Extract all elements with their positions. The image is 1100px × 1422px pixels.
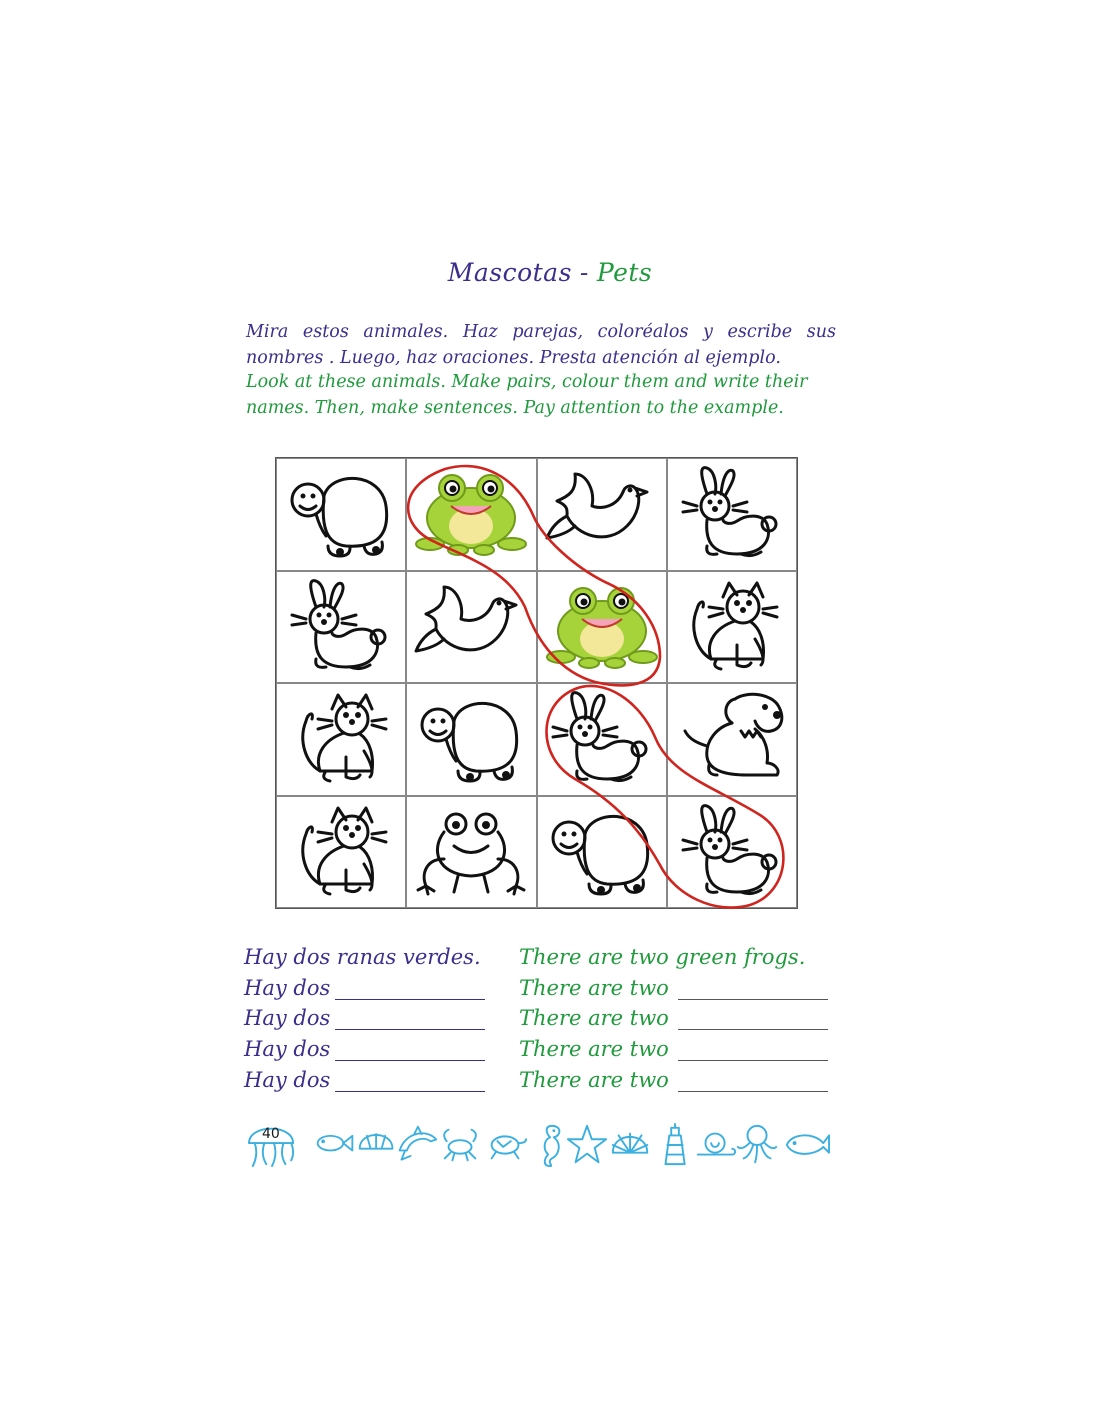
answer-line-es[interactable]	[335, 1091, 485, 1092]
instructions-english: Look at these animals. Make pairs, colour them and write their names. Then, make sentences. Pay attention to the example.	[246, 372, 808, 418]
grid-cell[interactable]	[537, 683, 667, 796]
prompt-en: There are two	[519, 1068, 669, 1092]
turtle-icon	[547, 804, 657, 900]
grid-cell[interactable]	[276, 458, 406, 571]
title-es: Mascotas	[447, 258, 572, 287]
turtle-icon	[416, 691, 526, 787]
turtle-icon	[286, 466, 396, 562]
turtle-icon	[484, 1122, 528, 1168]
prompt-en: There are two	[519, 1006, 669, 1030]
rabbit-icon	[547, 691, 657, 787]
footer-sea-creatures	[244, 1122, 834, 1172]
grid-cell[interactable]	[276, 571, 406, 684]
cat-icon	[286, 691, 396, 787]
grid-cell[interactable]	[537, 796, 667, 909]
answer-line-en[interactable]	[678, 1060, 828, 1061]
lighthouse-icon	[654, 1122, 698, 1168]
grid-cell[interactable]	[276, 796, 406, 909]
snail-icon	[694, 1122, 738, 1168]
prompt-es: Hay dos	[244, 1037, 331, 1061]
instructions-spanish: Mira estos animales. Haz parejas, coloréalos y escribe sus nombres . Luego, haz oraciones. Presta atención al ejemplo.	[246, 322, 836, 368]
prompt-en: There are two	[519, 976, 669, 1000]
shell-icon	[609, 1122, 653, 1168]
seahorse-icon	[529, 1122, 573, 1168]
grid-cell[interactable]	[667, 683, 797, 796]
grid-cell[interactable]	[406, 571, 536, 684]
answer-line-en[interactable]	[678, 1029, 828, 1030]
grid-cell[interactable]	[537, 571, 667, 684]
page-number: 40	[262, 1126, 280, 1142]
sentence-row-1	[244, 976, 834, 1006]
cat-icon	[286, 804, 396, 900]
prompt-es: Hay dos	[244, 1006, 331, 1030]
example-es: Hay dos ranas verdes.	[244, 945, 481, 969]
grid-cell[interactable]	[667, 571, 797, 684]
answer-line-es[interactable]	[335, 1029, 485, 1030]
sentence-row-2	[244, 1006, 834, 1036]
rabbit-icon	[286, 579, 396, 675]
grid-cell[interactable]	[276, 683, 406, 796]
rabbit-icon	[677, 466, 787, 562]
animal-grid	[275, 457, 798, 909]
bird-icon	[416, 579, 526, 675]
rabbit-icon	[677, 804, 787, 900]
crab-icon	[439, 1122, 483, 1168]
sentence-row-4	[244, 1068, 834, 1098]
grid-cell[interactable]	[667, 796, 797, 909]
clam-icon	[356, 1122, 398, 1168]
prompt-es: Hay dos	[244, 1068, 331, 1092]
prompt-es: Hay dos	[244, 976, 331, 1000]
cat-icon	[677, 579, 787, 675]
answer-line-en[interactable]	[678, 1091, 828, 1092]
dog-icon	[677, 691, 787, 787]
grid-cell[interactable]	[406, 683, 536, 796]
example-sentence	[244, 945, 834, 975]
whale-icon	[784, 1122, 830, 1168]
octopus-icon	[736, 1122, 780, 1168]
frog-icon	[416, 804, 526, 900]
title-separator: -	[579, 258, 589, 287]
answer-line-es[interactable]	[335, 1060, 485, 1061]
colored-frog-icon	[547, 579, 657, 675]
dolphin-icon	[396, 1122, 438, 1168]
example-en: There are two green frogs.	[519, 945, 806, 969]
sentence-row-3	[244, 1037, 834, 1067]
page-title	[0, 258, 1100, 287]
grid-cell[interactable]	[667, 458, 797, 571]
title-en: Pets	[596, 258, 653, 287]
fish-icon	[314, 1122, 356, 1168]
colored-frog-icon	[416, 466, 526, 562]
prompt-en: There are two	[519, 1037, 669, 1061]
grid-cell[interactable]	[406, 796, 536, 909]
bird-icon	[547, 466, 657, 562]
grid-cell[interactable]	[406, 458, 536, 571]
answer-line-es[interactable]	[335, 999, 485, 1000]
answer-line-en[interactable]	[678, 999, 828, 1000]
grid-cell[interactable]	[537, 458, 667, 571]
